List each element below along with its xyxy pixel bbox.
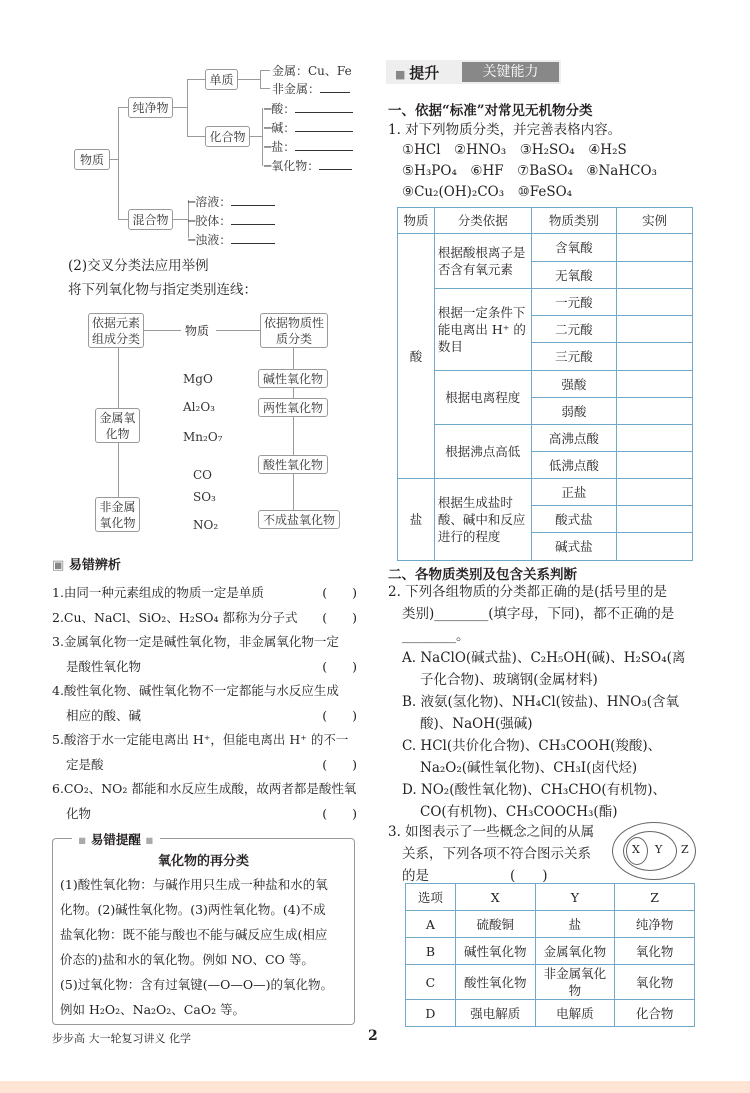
oxide-item: Al₂O₃ (183, 400, 215, 414)
example-cell[interactable] (617, 452, 693, 479)
cell-basis: 根据一定条件下能电离出 H⁺ 的数目 (434, 289, 531, 371)
answer-paren[interactable]: ( ) (322, 756, 357, 772)
cell-basis: 根据沸点高低 (434, 425, 531, 479)
error-item-line: 定是酸 ( ) (52, 753, 357, 778)
tree-salt: ─盐： (264, 138, 353, 155)
answer-paren[interactable]: ( ) (322, 658, 357, 674)
oxide-item: CO (193, 468, 213, 482)
tip-line: (5)过氧化物：含有过氧键(—O—O—)的氧化物。 (60, 977, 333, 992)
table-row (406, 884, 695, 911)
q2-option-line: Na₂O₂(碱性氧化物)、CH₃I(卤代烃) (420, 760, 638, 776)
cell-basis: 根据酸根离子是否含有氧元素 (434, 234, 531, 289)
cross-instruction: 将下列氧化物与指定类别连线： (68, 282, 257, 298)
table-cell: B (406, 938, 456, 965)
tree-base: ─碱： (264, 119, 353, 136)
answer-paren[interactable]: ( ) (322, 707, 357, 723)
example-cell[interactable] (617, 479, 693, 506)
oxide-item: NO₂ (193, 518, 219, 532)
table-row (406, 965, 695, 1000)
box-metal-oxide: 金属氧化物 (95, 408, 140, 443)
example-cell[interactable] (617, 262, 693, 289)
oxide-item: Mn₂O₇ (183, 430, 223, 444)
table-cell: C (406, 965, 456, 1000)
tree-mixture: 混合物 (128, 209, 173, 230)
tip-line: 化物。(2)碱性氧化物。(3)两性氧化物。(4)不成 (60, 902, 326, 917)
options-table (405, 883, 695, 1027)
table-cell: 氧化物 (615, 938, 695, 965)
q3: 3. 如图表示了一些概念之间的从属 关系，下列各项不符合图示关系 的是 ( ) (388, 824, 595, 884)
cell-basis: 根据电离程度 (434, 371, 531, 425)
tree-metal: 金属：Cu、Fe (272, 64, 352, 78)
box-amphoteric-oxide: 两性氧化物 (258, 398, 328, 417)
example-cell[interactable] (617, 371, 693, 398)
box-nonmetal-oxide: 非金属氧化物 (95, 497, 140, 532)
table-row (406, 911, 695, 938)
venn-diagram (612, 822, 696, 880)
tip-line: (1)酸性氧化物：与碱作用只生成一种盐和水的氧 (60, 877, 328, 892)
table-cell: 电解质 (535, 1000, 615, 1027)
table-cell: A (406, 911, 456, 938)
example-cell[interactable] (617, 533, 693, 561)
table-row (406, 938, 695, 965)
q2-option-line: D. NO₂(酸性氧化物)、CH₃CHO(有机物)、 (402, 782, 666, 798)
table-cell: 选项 (406, 884, 456, 911)
q2-options (402, 647, 685, 823)
tree-compound: 化合物 (205, 126, 250, 147)
cross-center: 物质 (185, 324, 210, 338)
error-item-line: 3.金属氧化物一定是碱性氧化物，非金属氧化物一定 (52, 634, 339, 649)
cell-acid: 酸 (398, 234, 435, 479)
tree-solution: ─溶液： (188, 193, 275, 210)
q2-option-line: B. 液氨(氢化物)、NH₄Cl(铵盐)、HNO₃(含氧 (402, 694, 680, 710)
sec1-title: 一、依据“标准”对常见无机物分类 (388, 103, 593, 119)
error-item-line: 化物 ( ) (52, 802, 357, 827)
tree-acid: ─酸： (264, 100, 353, 117)
q1: 1. 对下列物质分类，并完善表格内容。 (388, 122, 622, 138)
errors-title: ▣ 易错辨析 (52, 558, 121, 573)
tip-line: 价态的)盐和水的氧化物。例如 NO、CO 等。 (60, 952, 314, 967)
bottom-band (0, 1081, 750, 1093)
tab-upgrade: ■ 提升 (395, 64, 440, 82)
sec2-title: 二、各物质类别及包含关系判断 (388, 567, 577, 583)
table-cell: 氧化物 (615, 965, 695, 1000)
th: 物质 (398, 208, 435, 234)
example-cell[interactable] (617, 506, 693, 533)
example-cell[interactable] (617, 425, 693, 452)
venn-x: X (632, 843, 640, 856)
classification-table: 物质 分类依据 物质类别 实例 酸 根据酸根离子是否含有氧元素 含氧酸 无氧酸 根据一定条件下能电离出 H⁺ 的数目 一元酸 二元酸 三元酸 根据电离程度 强酸 弱酸 根据沸点高低 高沸点酸 低沸点酸 盐 根据生成盐时酸、碱中和反应进行的程度 正盐 酸式盐 碱式盐 (397, 207, 693, 561)
example-cell[interactable] (617, 398, 693, 425)
oxide-item: MgO (183, 372, 213, 386)
table-cell: D (406, 1000, 456, 1027)
error-item-line: 是酸性氧化物 ( ) (52, 655, 357, 680)
answer-paren[interactable]: ( ) (322, 805, 357, 821)
tip-line: 盐氧化物：既不能与酸也不能与碱反应生成(相应 (60, 927, 328, 942)
example-cell[interactable] (617, 234, 693, 262)
table-cell: 纯净物 (615, 911, 695, 938)
th: 分类依据 (434, 208, 531, 234)
q2-option-line: A. NaClO(碱式盐)、C₂H₅OH(碱)、H₂SO₄(离 (402, 650, 686, 666)
q2-option-line: CO(有机物)、CH₃COOCH₃(酯) (420, 804, 618, 820)
table-cell: 强电解质 (455, 1000, 535, 1027)
tree-colloid: ─胶体： (188, 212, 275, 229)
errors-list (52, 581, 357, 826)
table-cell: Z (615, 884, 695, 911)
tip-body (60, 872, 352, 1022)
table-cell: 金属氧化物 (535, 938, 615, 965)
tip-label: ▪ 易错提醒 ▪ (72, 830, 160, 848)
square-icon: ▣ (52, 558, 69, 573)
tree-element: 单质 (205, 69, 238, 90)
example-cell[interactable] (617, 343, 693, 371)
tab-key-ability: 关键能力 (462, 62, 559, 82)
table-cell: 酸性氧化物 (455, 965, 535, 1000)
table-cell: X (455, 884, 535, 911)
error-item-line: 相应的酸、碱 ( ) (52, 704, 357, 729)
table-cell: 碱性氧化物 (455, 938, 535, 965)
answer-paren[interactable]: ( ) (322, 585, 357, 600)
table-row (406, 1000, 695, 1027)
tree-pure: 纯净物 (128, 97, 173, 118)
tree-suspension: ─浊液： (188, 231, 275, 248)
q2-option-line: C. HCl(共价化合物)、CH₃COOH(羧酸)、 (402, 738, 662, 754)
page-number: 2 (368, 1028, 378, 1044)
error-item-line: 6.CO₂、NO₂ 都能和水反应生成酸，故两者都是酸性氧 (52, 781, 357, 796)
q1-items: ①HCl ②HNO₃ ③H₂SO₄ ④H₂S ⑤H₃PO₄ ⑥HF ⑦BaSO₄ ⑧NaHCO₃ ⑨Cu₂(OH)₂CO₃ ⑩FeSO₄ (402, 142, 657, 200)
table-cell: 化合物 (615, 1000, 695, 1027)
tree-nonmetal: 非金属： (272, 80, 350, 97)
tree-oxide: ─氧化物： (264, 157, 352, 174)
cross-heading: (2)交叉分类法应用举例 (68, 258, 209, 274)
venn-z: Z (681, 843, 689, 856)
answer-paren[interactable]: ( ) (322, 609, 357, 625)
error-item-line: 4.酸性氧化物、碱性氧化物不一定都能与水反应生成 (52, 683, 339, 698)
example-cell[interactable] (617, 316, 693, 343)
error-item-line: 2.Cu、NaCl、SiO₂、H₂SO₄ 都称为分子式 ( ) (52, 606, 357, 631)
q2: 2. 下列各组物质的分类都正确的是(括号里的是 类别)________(填字母，下同)，都不正确的是 ________。 (388, 584, 675, 644)
tip-title: 氧化物的再分类 (157, 854, 249, 869)
cell-basis: 根据生成盐时酸、碱中和反应进行的程度 (434, 479, 531, 561)
box-acidic-oxide: 酸性氧化物 (258, 455, 328, 474)
example-cell[interactable] (617, 289, 693, 316)
th: 实例 (617, 208, 693, 234)
box-by-element: 依据元素组成分类 (88, 313, 144, 348)
table-cell: Y (535, 884, 615, 911)
box-nonsalt-oxide: 不成盐氧化物 (258, 510, 340, 529)
q2-option-line: 酸)、NaOH(强碱) (420, 716, 533, 732)
cell-salt: 盐 (398, 479, 435, 561)
box-by-property: 依据物质性质分类 (260, 313, 328, 348)
box-basic-oxide: 碱性氧化物 (258, 369, 328, 388)
footer-title: 步步高 大一轮复习讲义 化学 (52, 1032, 191, 1045)
table-cell: 非金属氧化物 (535, 965, 615, 1000)
table-cell: 硫酸铜 (455, 911, 535, 938)
oxide-item: SO₃ (193, 490, 216, 504)
tip-line: 例如 H₂O₂、Na₂O₂、CaO₂ 等。 (60, 1002, 246, 1017)
q2-option-line: 子化合物)、玻璃钢(金属材料) (420, 672, 598, 688)
table-cell: 盐 (535, 911, 615, 938)
error-item-line: 5.酸溶于水一定能电离出 H⁺，但能电离出 H⁺ 的不一 (52, 732, 349, 747)
error-item-line: 1.由同一种元素组成的物质一定是单质 ( ) (52, 581, 357, 606)
venn-y: Y (655, 843, 663, 856)
tree-root: 物质 (74, 149, 110, 170)
th: 物质类别 (531, 208, 617, 234)
